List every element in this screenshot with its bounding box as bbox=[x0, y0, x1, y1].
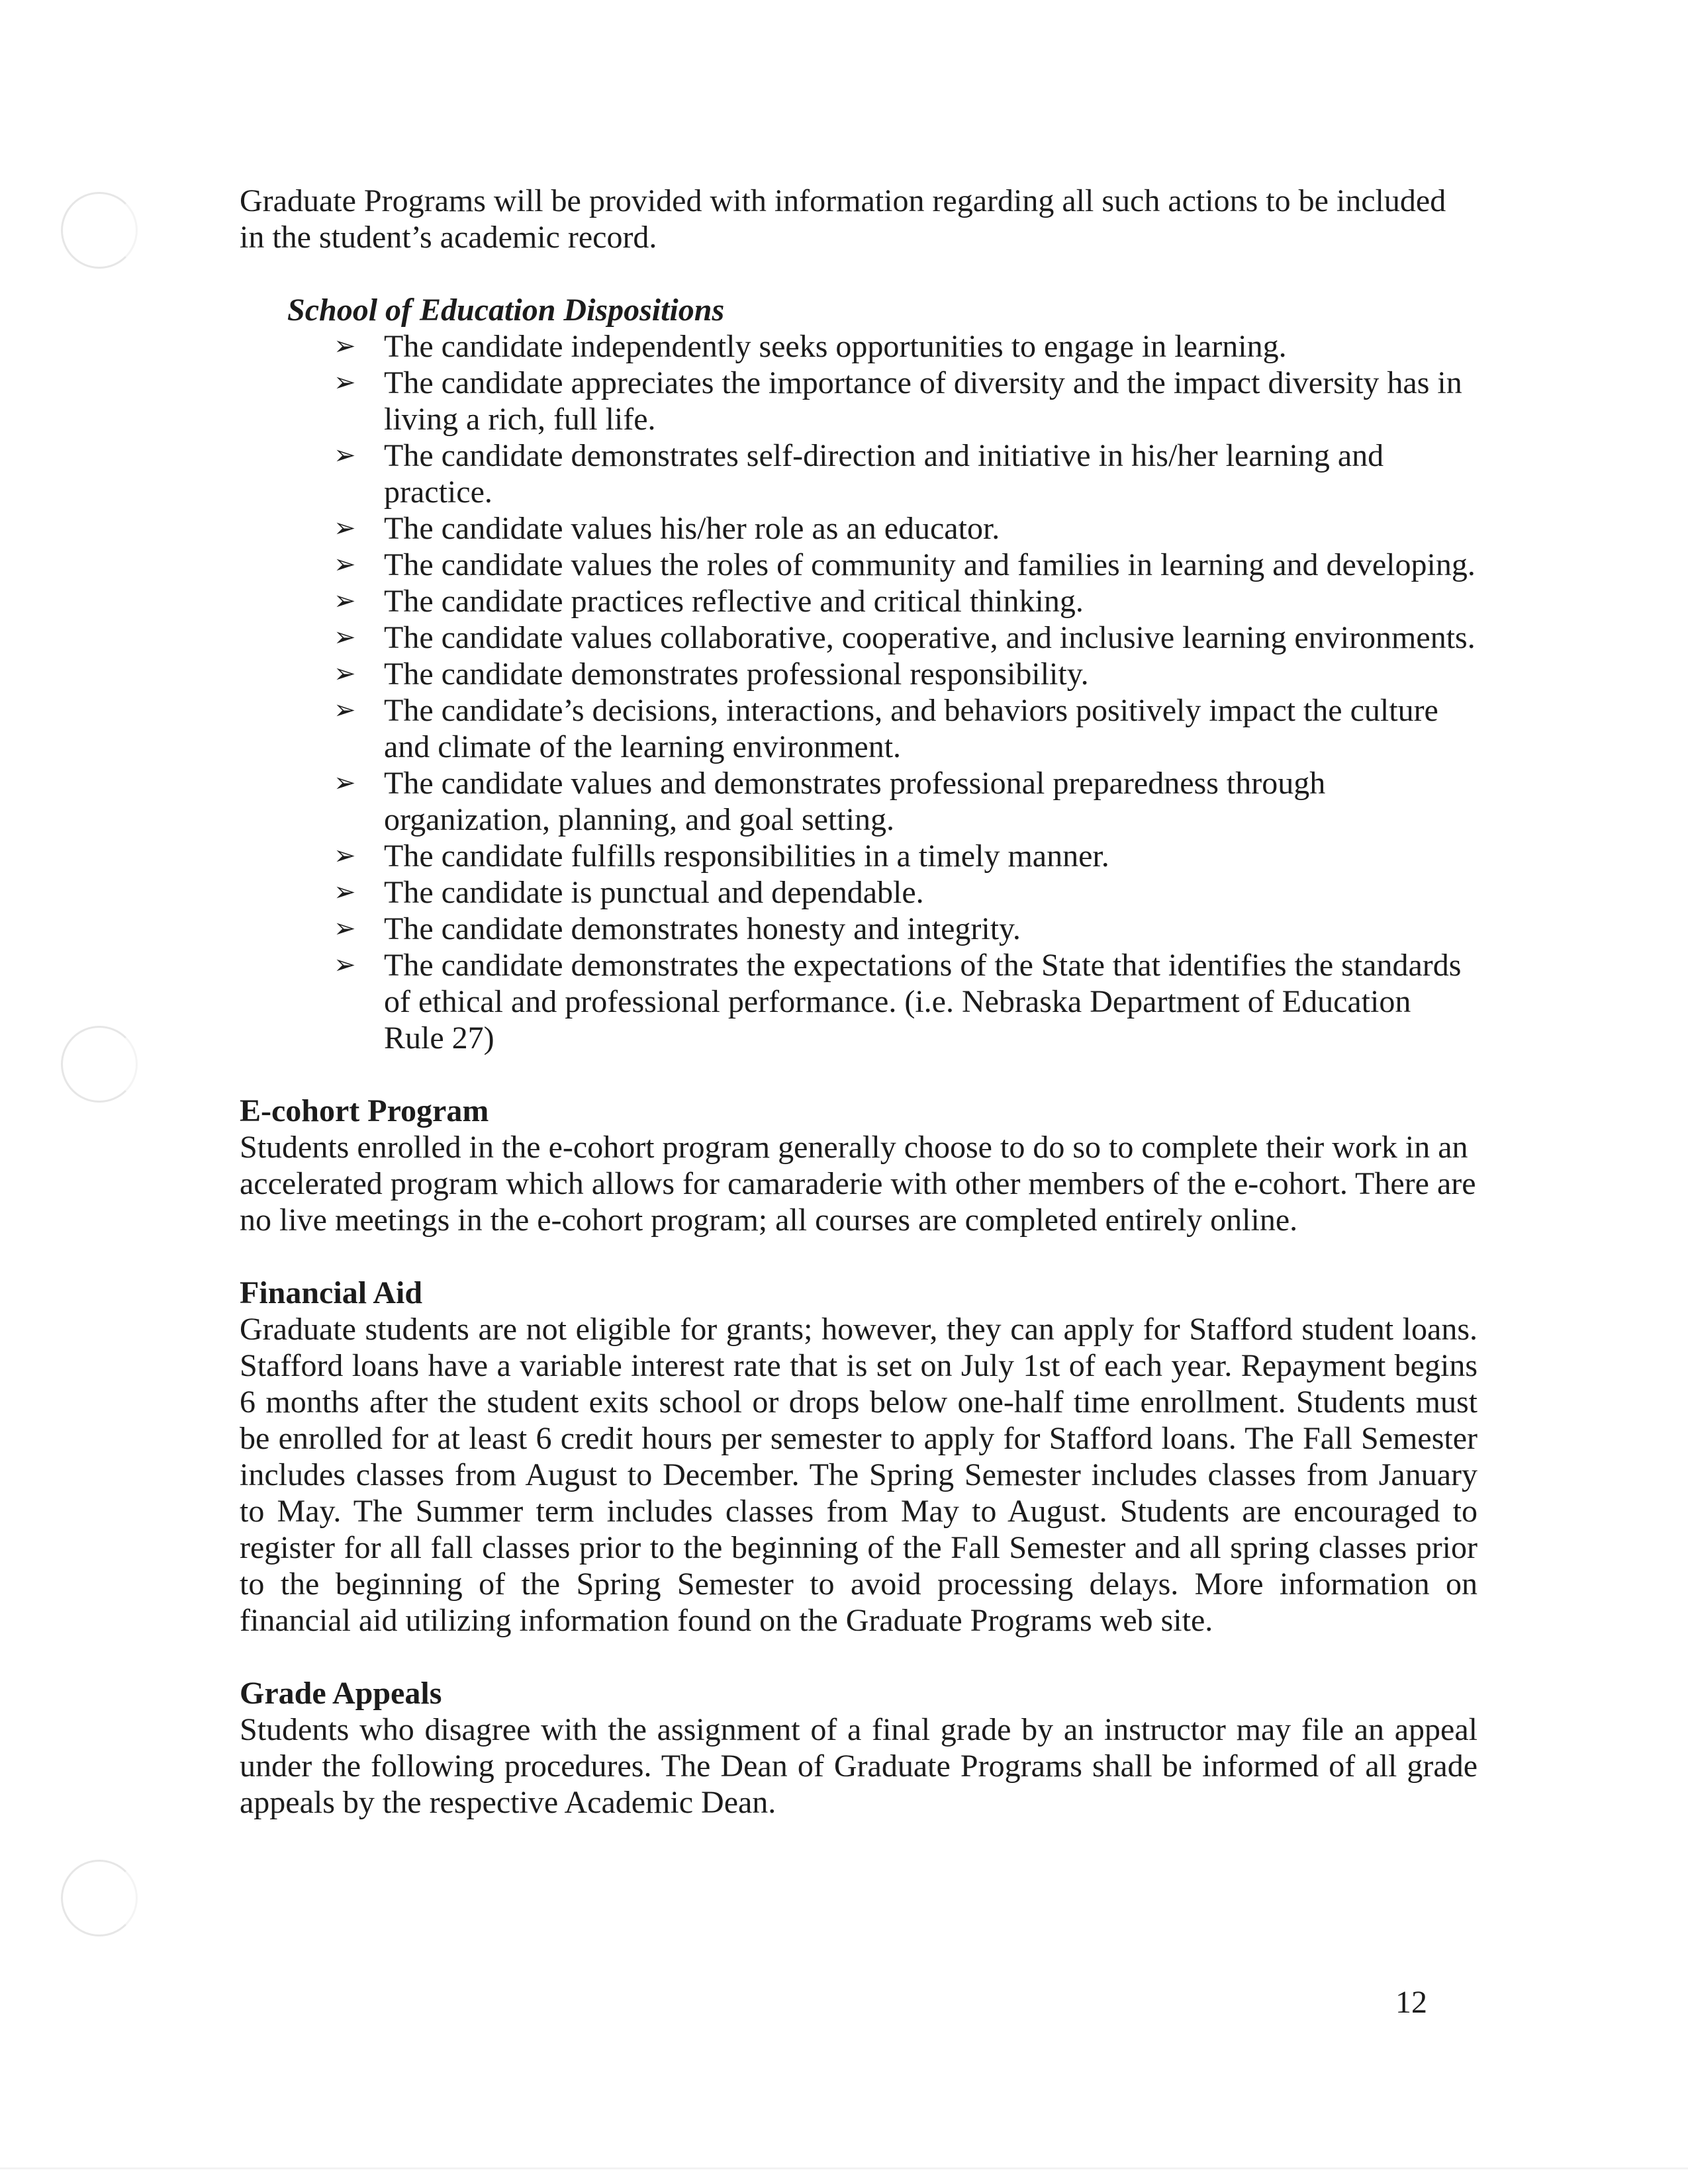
intro-paragraph: Graduate Programs will be provided with information regarding all such actions to be included in the student’s academic record. bbox=[240, 183, 1446, 255]
list-item bbox=[334, 911, 1477, 947]
list-item-text: The candidate values and demonstrates professional preparedness through organization, planning, and goal setting. bbox=[384, 766, 1326, 837]
list-item bbox=[334, 547, 1477, 583]
arrow-bullet-icon: ➢ bbox=[334, 513, 356, 543]
ecohort-section bbox=[240, 1093, 1477, 1238]
arrow-bullet-icon: ➢ bbox=[334, 695, 356, 725]
page-number: 12 bbox=[1395, 1985, 1427, 2020]
list-item bbox=[334, 656, 1477, 692]
arrow-bullet-icon: ➢ bbox=[334, 768, 356, 798]
list-item-text: The candidate demonstrates honesty and integrity. bbox=[384, 911, 1021, 946]
list-item-text: The candidate demonstrates self-direction and initiative in his/her learning and practice. bbox=[384, 438, 1384, 510]
page-content bbox=[240, 183, 1477, 1857]
binder-hole bbox=[61, 1026, 138, 1103]
binder-hole bbox=[61, 192, 138, 269]
arrow-bullet-icon: ➢ bbox=[334, 622, 356, 653]
arrow-bullet-icon: ➢ bbox=[334, 367, 356, 398]
list-item bbox=[334, 365, 1477, 437]
list-item bbox=[334, 874, 1477, 911]
arrow-bullet-icon: ➢ bbox=[334, 586, 356, 616]
list-item bbox=[334, 692, 1477, 765]
grade-appeals-paragraph: Students who disagree with the assignment of a final grade by an instructor may file an appeal under the following procedures. The Dean of Graduate Programs shall be informed of all grade appeals by the respective Academic Dean. bbox=[240, 1712, 1477, 1820]
arrow-bullet-icon: ➢ bbox=[334, 913, 356, 944]
list-item-text: The candidate independently seeks opportunities to engage in learning. bbox=[384, 329, 1287, 364]
arrow-bullet-icon: ➢ bbox=[334, 549, 356, 580]
list-item bbox=[334, 765, 1477, 838]
arrow-bullet-icon: ➢ bbox=[334, 331, 356, 361]
grade-appeals-section bbox=[240, 1675, 1477, 1821]
arrow-bullet-icon: ➢ bbox=[334, 877, 356, 907]
ecohort-paragraph: Students enrolled in the e-cohort program generally choose to do so to complete their work in an accelerated program which allows for camaraderie with other members of the e-cohort. There are no live meetings in the e-cohort program; all courses are completed entirely online. bbox=[240, 1130, 1476, 1238]
list-item bbox=[334, 583, 1477, 619]
dispositions-title: School of Education Dispositions bbox=[287, 293, 725, 328]
scan-edge-divider bbox=[0, 2167, 1688, 2169]
arrow-bullet-icon: ➢ bbox=[334, 659, 356, 689]
list-item-text: The candidate values collaborative, cooperative, and inclusive learning environments. bbox=[384, 620, 1476, 655]
list-item-text: The candidate values the roles of community and families in learning and developing. bbox=[384, 547, 1476, 582]
binder-hole bbox=[61, 1860, 138, 1936]
arrow-bullet-icon: ➢ bbox=[334, 950, 356, 980]
financial-aid-paragraph: Graduate students are not eligible for grants; however, they can apply for Stafford student loans. Stafford loans have a variable interest rate that is set on July 1st of each year. Repayment begins 6 months after the student exits school or drops below one-half time enrollment. Students must be enrolled for at least 6 credit hours per semester to apply for Stafford loans. The Fall Semester includes classes from August to December. The Spring Semester includes classes from January to May. The Summer term includes classes from May to August. Students are encouraged to register for all fall classes prior to the beginning of the Fall Semester and all spring classes prior to the beginning of the Spring Semester to avoid processing delays. More information on financial aid utilizing information found on the Graduate Programs web site. bbox=[240, 1312, 1477, 1638]
list-item-text: The candidate practices reflective and critical thinking. bbox=[384, 584, 1084, 619]
list-item bbox=[334, 619, 1477, 656]
list-item bbox=[334, 328, 1477, 365]
ecohort-heading: E-cohort Program bbox=[240, 1093, 489, 1128]
arrow-bullet-icon: ➢ bbox=[334, 841, 356, 871]
list-item-text: The candidate is punctual and dependable. bbox=[384, 875, 924, 910]
list-item bbox=[334, 838, 1477, 874]
list-item bbox=[334, 947, 1477, 1056]
list-item-text: The candidate appreciates the importance of diversity and the impact diversity has in living a rich, full life. bbox=[384, 365, 1462, 437]
list-item-text: The candidate demonstrates the expectations of the State that identifies the standards of ethical and professional performance. (i.e. Nebraska Department of Education Rule 27) bbox=[384, 948, 1462, 1056]
list-item-text: The candidate values his/her role as an educator. bbox=[384, 511, 1000, 546]
list-item-text: The candidate’s decisions, interactions, and behaviors positively impact the culture and climate of the learning environment. bbox=[384, 693, 1438, 764]
dispositions-section bbox=[287, 292, 1477, 1056]
financial-aid-section bbox=[240, 1275, 1477, 1639]
arrow-bullet-icon: ➢ bbox=[334, 440, 356, 471]
list-item-text: The candidate demonstrates professional responsibility. bbox=[384, 657, 1089, 692]
list-item bbox=[334, 510, 1477, 547]
dispositions-list bbox=[287, 328, 1477, 1056]
grade-appeals-heading: Grade Appeals bbox=[240, 1676, 442, 1711]
financial-aid-heading: Financial Aid bbox=[240, 1275, 423, 1310]
list-item-text: The candidate fulfills responsibilities in a timely manner. bbox=[384, 839, 1109, 874]
list-item bbox=[334, 437, 1477, 510]
